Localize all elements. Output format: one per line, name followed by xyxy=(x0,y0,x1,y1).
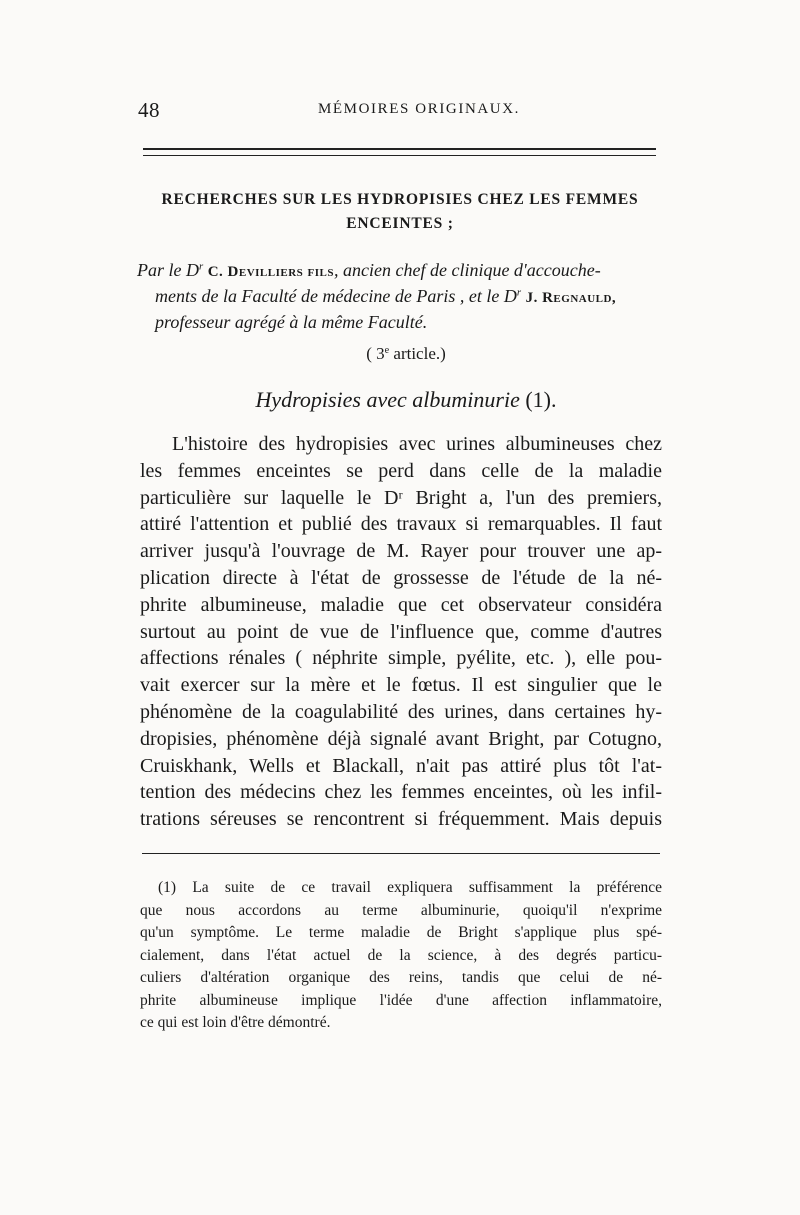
article-number-post: article.) xyxy=(389,344,446,363)
footnote-line: que nous accordons au terme albuminurie, quoiqu'il n'exprime xyxy=(140,901,662,919)
footnote-line: cialement, dans l'état actuel de la science, à des degrés particu- xyxy=(140,946,662,964)
body-line: arriver jusqu'à l'ouvrage de M. Rayer pour trouver une ap- xyxy=(140,540,662,563)
running-head xyxy=(138,98,660,128)
body-text xyxy=(140,431,662,833)
article-number-sup: e xyxy=(384,344,390,356)
body-line: attiré l'attention et publié des travaux si remarquables. Il faut xyxy=(140,513,662,536)
author-2: J. Regnauld, xyxy=(525,290,617,306)
footnote xyxy=(140,877,662,1035)
author-1-role: , ancien chef de clinique d'accouche- xyxy=(334,260,601,280)
body-line: L'histoire des hydropisies avec urines albumineuses chez xyxy=(172,433,662,455)
running-title: MÉMOIRES ORIGINAUX. xyxy=(317,101,521,117)
section-heading-note: (1). xyxy=(519,387,557,412)
byline-line-2-text: ments de la Faculté de médecine de Paris , et le D xyxy=(155,286,517,306)
body-line: plication directe à l'état de grossesse de l'étude de la né- xyxy=(140,566,662,589)
body-line: trations séreuses se rencontrent si fréquemment. Mais depuis xyxy=(140,808,662,831)
body-line: surtout au point de vue de l'influence que, comme d'autres xyxy=(140,620,662,643)
footnote-line: qu'un symptôme. Le terme maladie de Bright s'applique plus spé- xyxy=(140,924,662,941)
author-1: C. Devilliers fils xyxy=(207,264,334,280)
article-title-line-2: ENCEINTES ; xyxy=(346,215,454,232)
body-line: phénomène de la coagulabilité des urines, dans certaines hy- xyxy=(140,700,662,723)
body-line: les femmes enceintes se perd dans celle de la maladie xyxy=(140,459,662,482)
section-heading-text: Hydropisies avec albuminurie xyxy=(255,387,520,412)
footnote-rule xyxy=(142,853,660,854)
header-double-rule xyxy=(143,148,656,156)
byline xyxy=(137,258,662,334)
byline-dr-sup-2: r xyxy=(516,286,522,299)
article-title-line-1: RECHERCHES SUR LES HYDROPISIES CHEZ LES FEMMES xyxy=(161,191,639,208)
byline-par: Par le D xyxy=(137,260,199,280)
footnote-line: ce qui est loin d'être démontré. xyxy=(140,1014,331,1031)
page-number: 48 xyxy=(138,98,160,122)
body-line: dropisies, phénomène déjà signalé avant Bright, par Cotugno, xyxy=(140,727,662,750)
article-title xyxy=(150,188,650,236)
article-number-pre: ( 3 xyxy=(366,344,385,363)
body-line: tention des médecins chez les femmes enceintes, où les infil- xyxy=(140,781,662,804)
body-line: affections rénales ( néphrite simple, pyélite, etc. ), elle pou- xyxy=(140,647,662,670)
body-line: vait exercer sur la mère et le fœtus. Il est singulier que le xyxy=(140,674,662,697)
body-line: Cruiskhank, Wells et Blackall, n'ait pas attiré plus tôt l'at- xyxy=(140,754,662,777)
byline-line-3: professeur agrégé à la même Faculté. xyxy=(155,312,428,332)
footnote-line: phrite albumineuse implique l'idée d'une affection inflammatoire, xyxy=(140,991,662,1009)
section-heading xyxy=(0,387,800,413)
body-line: phrite albumineuse, maladie que cet observateur considéra xyxy=(140,593,662,616)
article-number xyxy=(0,344,800,364)
body-line: particulière sur laquelle le Dʳ Bright a, l'un des premiers, xyxy=(140,486,662,509)
footnote-line: culiers d'altération organique des reins, tandis que celui de né- xyxy=(140,969,662,986)
byline-line-2 xyxy=(137,284,662,310)
byline-dr-sup: r xyxy=(199,260,204,273)
footnote-line: (1) La suite de ce travail expliquera suffisamment la préférence xyxy=(158,879,662,896)
